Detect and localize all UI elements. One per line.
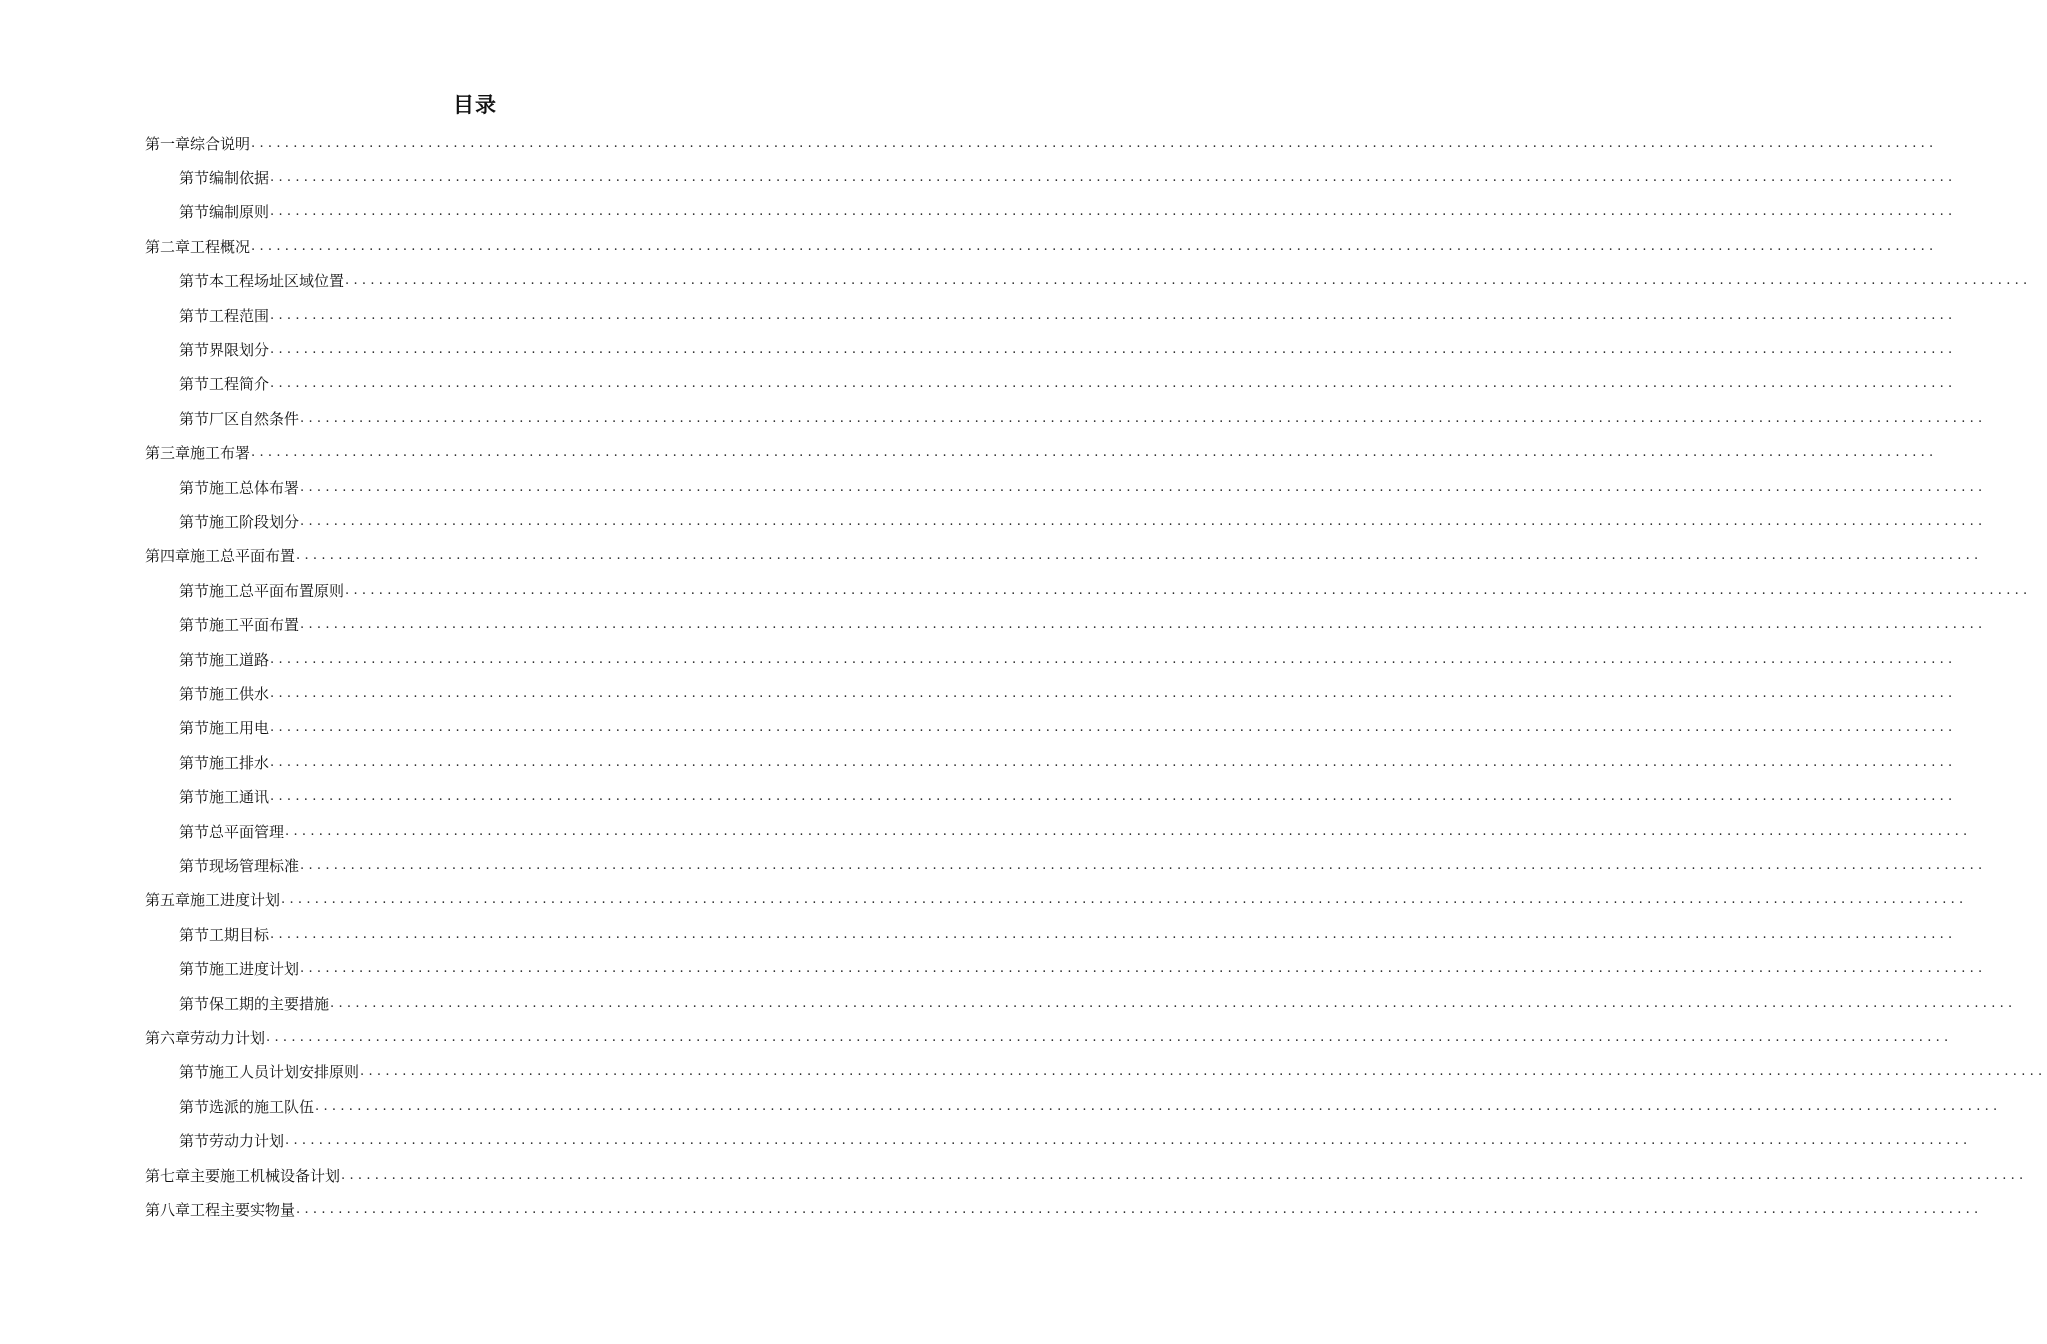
toc-chapter-entry[interactable]	[145, 1160, 2028, 1190]
entry-text: 现场管理标准	[209, 856, 300, 875]
dot-leader: ........................................................................................................................................................................................................	[296, 548, 1983, 564]
entry-label: 第节	[179, 203, 210, 222]
entry-label: 第节	[179, 478, 210, 497]
entry-label: 第五章	[145, 891, 191, 910]
entry-text: 总平面管理	[209, 822, 285, 841]
entry-label: 第节	[179, 719, 210, 738]
entry-label: 第节	[179, 581, 210, 600]
entry-text: 施工人员计划安排原则	[209, 1063, 360, 1082]
toc-section-entry[interactable]	[179, 678, 1957, 708]
entry-label: 第节	[179, 1132, 210, 1151]
toc-section-entry[interactable]	[179, 266, 2032, 296]
toc-section-entry[interactable]	[179, 850, 1987, 880]
entry-text: 施工进度计划	[190, 891, 281, 910]
dot-leader: ........................................................................................................................................................................................................	[270, 376, 1957, 392]
entry-text: 施工布署	[190, 444, 251, 463]
toc-chapter-entry[interactable]	[145, 1022, 1953, 1052]
toc-section-entry[interactable]	[179, 403, 1987, 433]
entry-label: 第节	[179, 856, 210, 875]
entry-label: 第节	[179, 1063, 210, 1082]
entry-text: 劳动力计划	[209, 1132, 285, 1151]
toc-section-entry[interactable]	[179, 1091, 2002, 1121]
entry-text: 施工道路	[209, 650, 270, 669]
dot-leader: ........................................................................................................................................................................................................	[285, 1133, 1972, 1149]
dot-leader: ........................................................................................................................................................................................................	[266, 1029, 1953, 1045]
entry-text: 施工供水	[209, 684, 270, 703]
toc-section-entry[interactable]	[179, 988, 2017, 1018]
entry-label: 第节	[179, 684, 210, 703]
entry-text: 施工通讯	[209, 788, 270, 807]
entry-label: 第节	[179, 272, 210, 291]
dot-leader: ........................................................................................................................................................................................................	[270, 307, 1957, 323]
dot-leader: ........................................................................................................................................................................................................	[270, 754, 1957, 770]
entry-text: 施工总平面布置原则	[209, 581, 345, 600]
entry-text: 施工总体布署	[209, 478, 300, 497]
entry-text: 主要施工机械设备计划	[190, 1166, 341, 1185]
entry-text: 施工排水	[209, 753, 270, 772]
entry-label: 第节	[179, 822, 210, 841]
entry-text: 工程范围	[209, 306, 270, 325]
toc-section-entry[interactable]	[179, 472, 1987, 502]
toc-section-entry[interactable]	[179, 747, 1957, 777]
entry-text: 工程简介	[209, 375, 270, 394]
toc-section-entry[interactable]	[179, 197, 1957, 227]
dot-leader: ........................................................................................................................................................................................................	[270, 204, 1957, 220]
dot-leader: ........................................................................................................................................................................................................	[315, 1098, 2002, 1114]
dot-leader: ........................................................................................................................................................................................................	[360, 1064, 2047, 1080]
entry-text: 施工进度计划	[209, 960, 300, 979]
toc-section-entry[interactable]	[179, 1126, 1972, 1156]
entry-text: 编制原则	[209, 203, 270, 222]
toc-section-entry[interactable]	[179, 300, 1957, 330]
dot-leader: ........................................................................................................................................................................................................	[270, 720, 1957, 736]
entry-text: 施工平面布置	[209, 616, 300, 635]
entry-label: 第节	[179, 788, 210, 807]
entry-label: 第节	[179, 994, 210, 1013]
dot-leader: ........................................................................................................................................................................................................	[300, 857, 1987, 873]
toc-section-entry[interactable]	[179, 610, 1987, 640]
dot-leader: ........................................................................................................................................................................................................	[281, 892, 1968, 908]
dot-leader: ........................................................................................................................................................................................................	[270, 651, 1957, 667]
entry-text: 编制依据	[209, 168, 270, 187]
toc-title: 目录	[453, 93, 497, 117]
toc-chapter-entry[interactable]	[145, 1194, 1983, 1224]
dot-leader: ........................................................................................................................................................................................................	[270, 169, 1957, 185]
entry-label: 第八章	[145, 1200, 191, 1219]
entry-text: 工期目标	[209, 925, 270, 944]
entry-text: 劳动力计划	[190, 1028, 266, 1047]
dot-leader: ........................................................................................................................................................................................................	[251, 238, 1938, 254]
toc-section-entry[interactable]	[179, 162, 1957, 192]
entry-label: 第三章	[145, 444, 191, 463]
dot-leader: ........................................................................................................................................................................................................	[300, 513, 1987, 529]
dot-leader: ........................................................................................................................................................................................................	[300, 961, 1987, 977]
toc-chapter-entry[interactable]	[145, 885, 1968, 915]
entry-label: 第节	[179, 512, 210, 531]
entry-text: 综合说明	[190, 134, 251, 153]
entry-label: 第节	[179, 409, 210, 428]
dot-leader: ........................................................................................................................................................................................................	[300, 617, 1987, 633]
entry-text: 施工阶段划分	[209, 512, 300, 531]
toc-chapter-entry[interactable]	[145, 438, 1938, 468]
toc-section-entry[interactable]	[179, 954, 1987, 984]
entry-label: 第节	[179, 1097, 210, 1116]
entry-label: 第七章	[145, 1166, 191, 1185]
dot-leader: ........................................................................................................................................................................................................	[330, 995, 2017, 1011]
entry-text: 施工用电	[209, 719, 270, 738]
dot-leader: ........................................................................................................................................................................................................	[345, 273, 2032, 289]
entry-text: 工程主要实物量	[190, 1200, 296, 1219]
dot-leader: ........................................................................................................................................................................................................	[270, 341, 1957, 357]
toc-section-entry[interactable]	[179, 369, 1957, 399]
entry-text: 保工期的主要措施	[209, 994, 330, 1013]
toc-section-entry[interactable]	[179, 506, 1987, 536]
toc-section-entry[interactable]	[179, 334, 1957, 364]
entry-label: 第六章	[145, 1028, 191, 1047]
toc-section-entry[interactable]	[179, 816, 1972, 846]
toc-section-entry[interactable]	[179, 644, 1957, 674]
entry-label: 第节	[179, 925, 210, 944]
toc-section-entry[interactable]	[179, 1057, 2047, 1087]
dot-leader: ........................................................................................................................................................................................................	[341, 1167, 2028, 1183]
dot-leader: ........................................................................................................................................................................................................	[300, 410, 1987, 426]
entry-text: 界限划分	[209, 340, 270, 359]
entry-text: 本工程场址区域位置	[209, 272, 345, 291]
toc-chapter-entry[interactable]	[145, 541, 1983, 571]
entry-text: 工程概况	[190, 237, 251, 256]
entry-label: 第节	[179, 650, 210, 669]
dot-leader: ........................................................................................................................................................................................................	[345, 582, 2032, 598]
entry-label: 第节	[179, 375, 210, 394]
toc-section-entry[interactable]	[179, 782, 1957, 812]
entry-label: 第节	[179, 340, 210, 359]
toc-chapter-entry[interactable]	[145, 231, 1938, 261]
toc-section-entry[interactable]	[179, 575, 2032, 605]
entry-label: 第节	[179, 616, 210, 635]
entry-label: 第一章	[145, 134, 191, 153]
dot-leader: ........................................................................................................................................................................................................	[296, 1201, 1983, 1217]
dot-leader: ........................................................................................................................................................................................................	[251, 135, 1938, 151]
dot-leader: ........................................................................................................................................................................................................	[270, 789, 1957, 805]
entry-text: 施工总平面布置	[190, 547, 296, 566]
dot-leader: ........................................................................................................................................................................................................	[270, 926, 1957, 942]
entry-text: 选派的施工队伍	[209, 1097, 315, 1116]
entry-label: 第节	[179, 306, 210, 325]
entry-label: 第节	[179, 960, 210, 979]
toc-chapter-entry[interactable]	[145, 128, 1938, 158]
entry-text: 厂区自然条件	[209, 409, 300, 428]
dot-leader: ........................................................................................................................................................................................................	[285, 823, 1972, 839]
toc-section-entry[interactable]	[179, 919, 1957, 949]
dot-leader: ........................................................................................................................................................................................................	[270, 685, 1957, 701]
dot-leader: ........................................................................................................................................................................................................	[300, 479, 1987, 495]
entry-label: 第四章	[145, 547, 191, 566]
entry-label: 第节	[179, 753, 210, 772]
entry-label: 第节	[179, 168, 210, 187]
entry-label: 第二章	[145, 237, 191, 256]
dot-leader: ........................................................................................................................................................................................................	[251, 445, 1938, 461]
toc-section-entry[interactable]	[179, 713, 1957, 743]
